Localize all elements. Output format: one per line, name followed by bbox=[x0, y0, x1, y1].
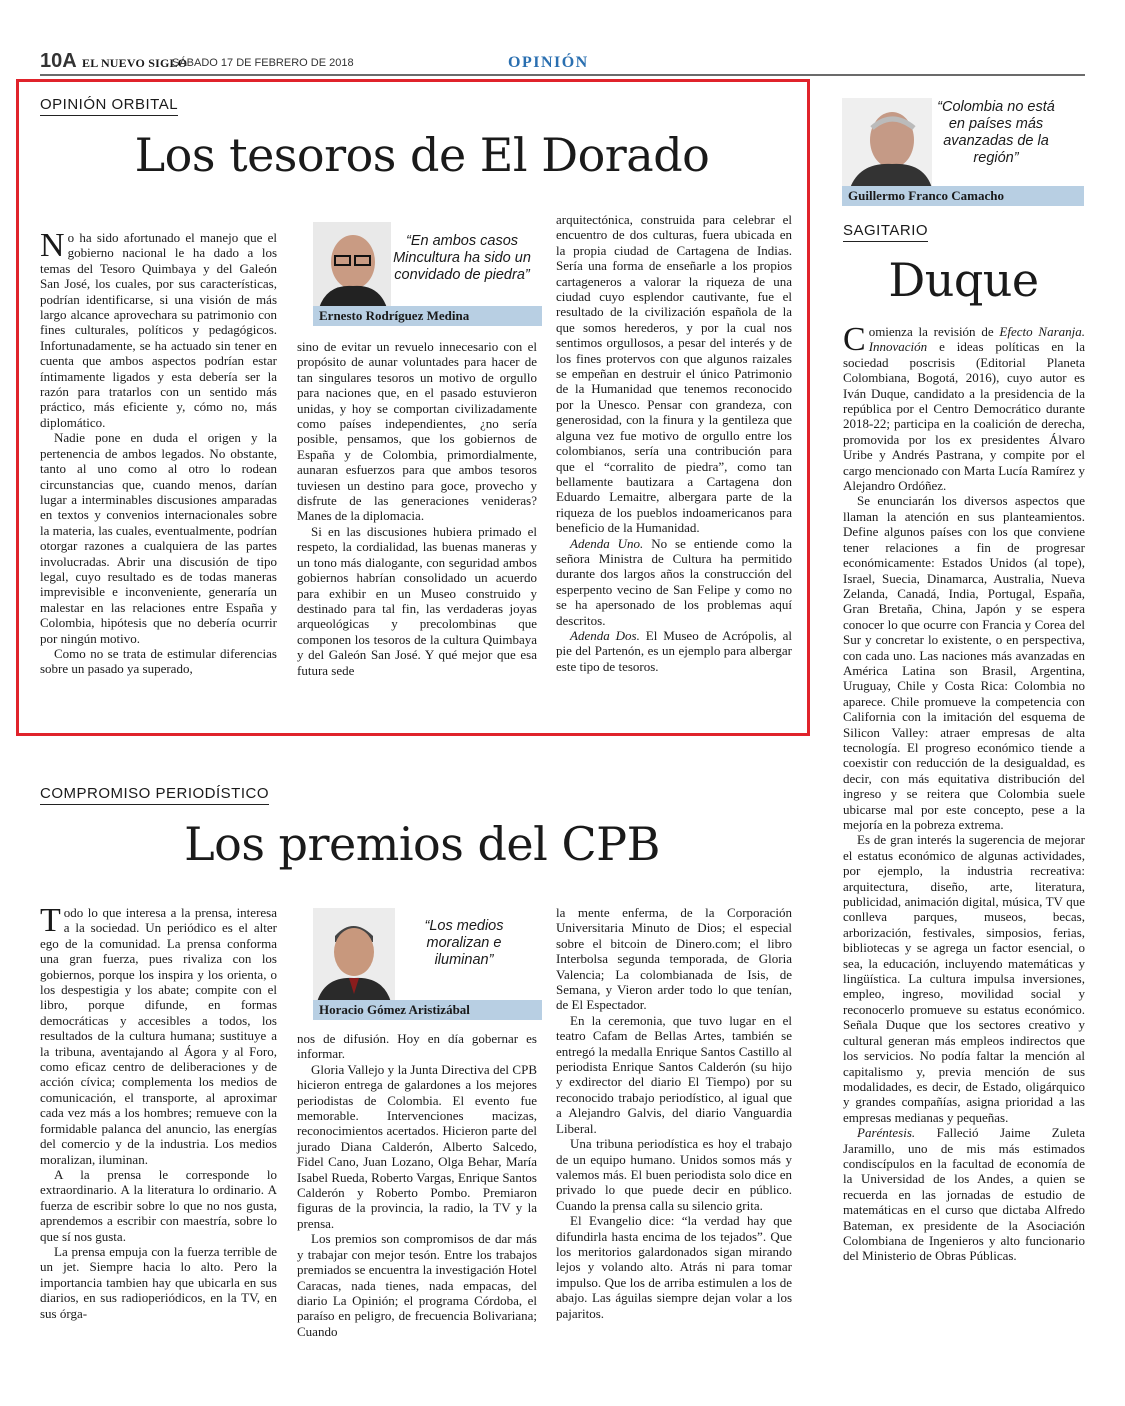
paragraph: sino de evitar un revuelo innecesario con el propósito de aunar voluntades para hacer de tan singulares tesoros un motivo de orgullo para naciones que, en el pasado estuvieron unidas, y hoy se comportan civilizadamente como países independientes, ¿no sería posible, pensamos, que los gobiernos de España y de Colombia, primordialmente, aunaran esfuerzos para que ambos tesoros tuviesen un destino para goce, provecho y disfrute de las generaciones venideras? Manes de la diplomacia. bbox=[297, 339, 537, 524]
page-number: 10A bbox=[40, 50, 77, 72]
dropcap: C bbox=[843, 321, 866, 358]
pull-quote: “Colombia no está en países más avanzadas de la región” bbox=[937, 99, 1055, 166]
article3-title: Duque bbox=[888, 253, 1039, 307]
addenda-text: No se entiende como la señora Ministra de Cultura ha permitido durante dos largos años la construcción del esperpento vecino de San Felipe y como no se ha apersonado de los problemas aquí descritos. bbox=[556, 535, 792, 628]
author-photo bbox=[842, 98, 932, 188]
paragraph: En la ceremonia, que tuvo lugar en el teatro Cafam de Bellas Artes, también se entregó la medalla Enrique Santos Castillo al periodista Enrique Santos Calderón (su hijo y exdirector del diario El Tiempo) por su reconocido trabajo periodístico, al igual que a Alejandro Galvis, del diario Vanguardia Liberal. bbox=[556, 1012, 792, 1136]
section-title: OPINIÓN bbox=[508, 54, 589, 71]
book-title: Efecto Naranja. Innovación bbox=[868, 324, 1085, 355]
newspaper-name: EL NUEVO SIGLO bbox=[82, 56, 188, 70]
parentesis-label: Paréntesis. bbox=[857, 1125, 916, 1141]
dropcap: T bbox=[40, 902, 61, 939]
paragraph: La prensa empuja con la fuerza terrible de un jet. Siempre hacia lo alto. Pero la importancia tambien hay que ubicarla en sus diarios, en sus radioperiódicos, en la TV, en sus órga- bbox=[40, 1243, 277, 1321]
addenda-label: Adenda Uno. bbox=[570, 535, 644, 551]
author-name: Ernesto Rodríguez Medina bbox=[313, 306, 542, 326]
paragraph: Como no se trata de estimular diferencias sobre un pasado ya superado, bbox=[40, 645, 277, 677]
paragraph: o ha sido afortunado el manejo que el gobierno nacional le ha dado a los temas del Tesoro Quimbaya y del Galeón San José, los cuales, por sus características, podrían identificarse, si una visión de más largo alcance aprovechara su patrimonio con fines culturales, políticos y pedagógicos. Infortunadamente, se ha actuado sin tener en cuenta que ambos aspectos podrían estar íntimamente ligados y esta debería ser la razón para tratarlos con un sentido más práctico, más eficiente y, cómo no, más diplomático. bbox=[40, 230, 277, 430]
article1-kicker: OPINIÓN ORBITAL bbox=[40, 96, 178, 116]
article2-column-3 bbox=[556, 905, 792, 1321]
dropcap: N bbox=[40, 227, 65, 264]
paragraph: Si en las discusiones hubiera primado el respeto, la cordialidad, las buenas maneras y un tono más dialogante, con seguridad ambos gobiernos habrían consolidado un acuerdo para exhibir en un Museo construido y destinado para tal fin, las verdaderas joyas arqueológicas y precolombinas que componen los tesoros de la cultura Quimbaya y del Galeón San José. Y qué mejor que esa futura sede bbox=[297, 523, 537, 678]
paragraph: la mente enferma, de la Corporación Universitaria Minuto de Dios; el especial sobre el bitcoin de Dinero.com; el libro Interbolsa segunda temporada, de Gloria Valencia; La colombianada de Isis, de Semana, y Vieron arder todo lo que tenían, de El Espectador. bbox=[556, 905, 792, 1013]
article3-column bbox=[843, 321, 1085, 1264]
article1-title: Los tesoros de El Dorado bbox=[134, 128, 710, 182]
paragraph: arquitectónica, construida para celebrar el encuentro de dos culturas, fuera ubicada en la propia ciudad de Cartagena de Indias. Sería una forma de enseñarle a los propios cartageneros a valorar la riqueza de una ciudad cuyo esplendor cautivante, fue el resultado de la civilización española de la que somos herederos, y por la cual nos sentimos orgullosos, a pesar del interés y de los fines protervos con que algunos raizales se empeñan en destruir el único Patrimonio de la Humanidad que tenemos reconocido por la Unesco. Pensar con grandeza, con generosidad, con la finura y la gentileza que alguna vez fue motivo de orgullo entre los colombianos, sería una contribución para que el “corralito de piedra”, como tan bellamente bautizara a Cartagena don Eduardo Lemaitre, albergara parte de la riqueza de los pueblos indoamericanos para beneficio de la Humanidad. bbox=[556, 212, 792, 536]
paragraph-text: e ideas políticas en la sociedad poscrisis (Editorial Planeta Colombiana, Bogotá, 2016), cuyo autor es Iván Duque, candidato a la presidencia de la república por el Centro Democrático durante 2018-22; participa en la coalición de derecha, promovida por los ex presidentes Álvaro Uribe y Andrés Pastrana, y compite por el cargo mencionado con Marta Lucía Ramírez y Alejandro Ordóñez. bbox=[843, 339, 1085, 494]
paragraph: Una tribuna periodística es hoy el trabajo de un equipo humano. Unidos somos más y valemos más. El buen periodista solo dice en privado lo que puede decir en público. Cuando la prensa calla su silencio grita. bbox=[556, 1136, 792, 1213]
header-rule bbox=[40, 74, 1085, 76]
paragraph: nos de difusión. Hoy en día gobernar es informar. bbox=[297, 1031, 537, 1062]
addenda-label: Adenda Dos. bbox=[570, 627, 640, 643]
article1-column-2 bbox=[297, 339, 537, 678]
paragraph: Gloria Vallejo y la Junta Directiva del CPB hicieron entrega de galardones a los mejores periodistas de Colombia. El evento fue memorable. Intervenciones macizas, reconocimientos acertados. Hicieron parte del jurado Diana Calderón, Alberto Salcedo, Fidel Cano, Juan Lozano, Olga Behar, María Isabel Rueda, Roberto Vargas, Enrique Santos Calderón y Roberto Pombo. Premiaron figuras de la provincia, la radio, la TV y la prensa. bbox=[297, 1061, 537, 1231]
paragraph: El Evangelio dice: “la verdad hay que difundirla hasta encima de los tejados”. Que los meritorios galardonados sigan mirando lejos y volando alto. Atrás ni para tomar impulso. Que los de arriba estimulen a los de abajo. Las águilas siempre dejan volar a los pajaritos. bbox=[556, 1213, 792, 1321]
article2-column-2 bbox=[297, 1031, 537, 1339]
parentesis-text: Falleció Jaime Zuleta Jaramillo, uno de mis más estimados condiscípulos en la facultad de economía de la Universidad de los Andes, a quien se recuerda en las jornadas de estudio de matemáticas en el curso que dictaba Alfredo Bateman, ex presidente de la Asociación Colombiana de Ingenieros y alto funcionario del Ministerio de Obras Públicas. bbox=[843, 1125, 1085, 1264]
paragraph: A la prensa le corresponde lo extraordinario. A la literatura lo ordinario. A fuerza de escribir sobre lo que no nos gusta, aprendemos a escribir con maestría, sobre lo que sí nos gusta. bbox=[40, 1166, 277, 1244]
article1-column-3 bbox=[556, 212, 792, 674]
paragraph: Los premios son compromisos de dar más y trabajar con mejor tesón. Entre los trabajos premiados se encuentra la investigación Hotel Caracas, nada tienes, nada empacas, del diario La Opinión; el programa Córdoba, el paraíso en peligro, de frecuencia Bolivariana; Cuando bbox=[297, 1231, 537, 1339]
author-name: Horacio Gómez Aristizábal bbox=[313, 1000, 542, 1020]
paragraph: odo lo que interesa a la prensa, interesa a la sociedad. Un periódico es el alter ego de la comunidad. La prensa conforma una gran fuerza, pues rivaliza con los gobiernos, porque los inspira y los orienta, o los despestigia y los abate; compite con el libro, porque difunde, en formas democráticas y accesibles a todos, los resultados de la cultura humana; sustituye a la tribuna, aventajando al Ágora y al Foro, como eficaz centro de deliberaciones y de acción cívica; complementa los medios de comunicación, el transporte, al aproximar cada vez más a los hombres; remueve con la formidable palanca del anuncio, las energías del comercio y de la industria. Los medios moralizan, iluminan. bbox=[40, 905, 277, 1167]
article2-title: Los premios del CPB bbox=[184, 817, 660, 871]
article3-kicker: SAGITARIO bbox=[843, 222, 928, 242]
paragraph: Es de gran interés la sugerencia de mejorar el estatus económico de algunas actividades, por ejemplo, la industria recreativa: arquitectura, diseño, arte, literatura, publicidad, animación digital, música, TV que conlleva parques, museos, becas, arborización, festivales, simposios, ferias, bibliotecas y se agrega un factor esencial, o sea, la educación, incluyendo matemáticas y lingüística. La cultura impulsa inversiones, empleo, ingreso, movilidad social y reconocerlo promueve su estatus económico. Señala Duque que los sectores creativo y cultural generan más empleos indirectos que los servicios. No podía faltar la mención al capitalismo y, previa mención de sus modalidades, es decir, de Estado, oligárquico y grandes compañías, asigna prioridad a las empresas medianas y pequeñas. bbox=[843, 832, 1085, 1125]
paragraph: Se enunciarán los diversos aspectos que llaman la atención en sus planteamientos. Define algunos países con los que conviene tener relaciones a fin de progresar económicamente: Estados Unidos (al tope), Israel, Suecia, Dinamarca, Australia, Nueva Zelanda, Canadá, India, Portugal, España, Gran Bretaña, China, Japón y se espera conocer lo que ocurre con Francia y Corea del Sur y concretar lo existente, o en perspectiva, con cada uno. Las naciones más avanzadas en América Latina son Brasil, Argentina, Uruguay, Chile y Costa Rica: Colombia no aparece. Chile promueve la competencia con California con la imitación del esquema de Silicon Valley: atraer empresas de alta tecnología. El progreso económico tiende a coexistir con reducción de la desigualdad, es decir, con más equitativa distribución del ingreso y se reitera que Colombia suele ubicarse mal por este concepto, pese a la mejoría en la pobreza extrema. bbox=[843, 493, 1085, 832]
paragraph: Nadie pone en duda el origen y la pertenencia de ambos legados. No obstante, tanto al uno como al otro lo rodean circunstancias que, cuando menos, darían lugar a interminables discusiones amparadas en textos y convenios internacionales sobre la materia, las cuales, eventualmente, podrían otorgar razones a cualquiera de las partes involucradas. Abrir una discusión de tipo legal, cuyo resultado es de todas maneras imprevisible e inconveniente, generaría un malestar en las relaciones entre España y Colombia, hipótesis que no debería ocurrir por ningún motivo. bbox=[40, 430, 277, 646]
article2-column-1 bbox=[40, 902, 277, 1321]
author-name: Guillermo Franco Camacho bbox=[842, 186, 1084, 206]
pull-quote: “Los medios moralizan e iluminan” bbox=[424, 918, 504, 968]
article2-kicker: COMPROMISO PERIODÍSTICO bbox=[40, 785, 269, 805]
addenda-text: El Museo de Acrópolis, al pie del Partenón, es un ejemplo para albergar este tipo de tesoros. bbox=[556, 627, 792, 674]
publication-date: SÁBADO 17 DE FEBRERO DE 2018 bbox=[172, 57, 354, 69]
pull-quote: “En ambos casos Mincultura ha sido un convidado de piedra” bbox=[393, 233, 531, 283]
paragraph-text: omienza la revisión de bbox=[868, 324, 1000, 339]
article1-column-1 bbox=[40, 227, 277, 677]
author-photo bbox=[313, 908, 395, 1002]
